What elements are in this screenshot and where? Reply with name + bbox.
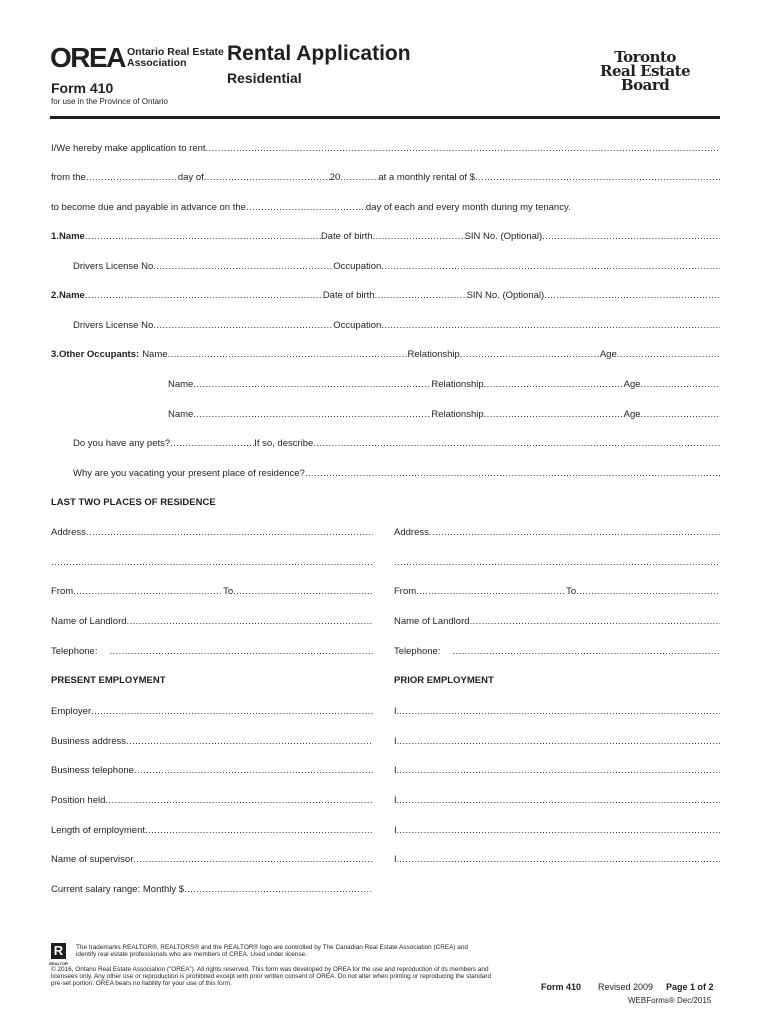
vacating-question: Why are you vacating your present place of residence?	[73, 468, 305, 479]
residence-2-from-label: From	[394, 586, 417, 597]
applicant-1-row	[51, 231, 720, 245]
to-become-label: to become due and payable in advance on the	[51, 202, 246, 213]
applicant-1-occupation-field[interactable]	[381, 261, 720, 272]
occupant-3-age-label: Age	[623, 409, 641, 420]
present-employment-heading: PRESENT EMPLOYMENT	[51, 675, 166, 686]
residence-1-telephone-field[interactable]	[109, 646, 373, 657]
supervisor-field[interactable]	[133, 854, 373, 865]
applicant-1-dob-field[interactable]	[373, 231, 465, 242]
applicant-1-license-row	[73, 261, 720, 275]
residence-2-landlord-row	[394, 616, 720, 630]
prior-supervisor-marker: I.	[394, 854, 400, 865]
length-label: Length of employment	[51, 825, 146, 836]
start-month-field[interactable]	[204, 172, 330, 183]
residence-2-telephone-label: Telephone:	[394, 646, 441, 657]
supervisor-label: Name of supervisor	[51, 854, 134, 865]
pets-answer-field[interactable]	[170, 438, 254, 449]
intro-payment-line	[51, 202, 720, 216]
footer-page-number: Page 1 of 2	[666, 982, 714, 992]
occupant-1-name-label: Name	[142, 349, 168, 360]
orea-logo-line1: Ontario Real Estate	[127, 46, 224, 58]
business-telephone-field[interactable]	[134, 765, 373, 776]
position-label: Position held	[51, 795, 106, 806]
length-field[interactable]	[145, 825, 373, 836]
prior-supervisor-row	[394, 854, 720, 868]
residence-2-address-field-2[interactable]	[394, 557, 720, 568]
position-row	[51, 795, 373, 809]
applicant-1-sin-field[interactable]	[542, 231, 720, 242]
residence-1-from-label: From	[51, 586, 74, 597]
applicant-1-sin-label: SIN No. (Optional)	[464, 231, 543, 242]
applicant-1-dob-label: Date of birth	[320, 231, 373, 242]
business-address-row	[51, 736, 373, 750]
monthly-rental-label: at a monthly rental of $	[378, 172, 475, 183]
occupants-number: 3.	[51, 349, 59, 360]
pets-describe-label: If so, describe	[254, 438, 314, 449]
vacating-reason-field[interactable]	[305, 468, 720, 479]
prior-position-field[interactable]	[399, 795, 720, 806]
salary-field[interactable]	[184, 884, 373, 895]
monthly-rental-field[interactable]	[475, 172, 720, 183]
residence-2-telephone-field[interactable]	[452, 646, 720, 657]
occupant-1-relationship-label: Relationship	[407, 349, 460, 360]
realtor-logo: R	[51, 943, 66, 959]
residence-1-landlord-row	[51, 616, 373, 630]
residence-1-address-row	[51, 527, 373, 541]
prior-business-telephone-row	[394, 765, 720, 779]
applicant-2-dob-label: Date of birth	[322, 290, 375, 301]
applicant-1-name-field[interactable]	[85, 231, 321, 242]
intro-rent-line	[51, 143, 720, 157]
vacating-row	[73, 468, 720, 482]
residence-1-address-label: Address	[51, 527, 86, 538]
employer-row	[51, 706, 373, 720]
start-day-field[interactable]	[86, 172, 178, 183]
form-number: Form 410	[51, 80, 114, 96]
treb-logo	[600, 50, 690, 92]
prior-business-address-field[interactable]	[399, 736, 720, 747]
residence-2-from-field[interactable]	[416, 586, 566, 597]
applicant-2-occupation-field[interactable]	[381, 320, 720, 331]
prior-business-address-marker: I.	[394, 736, 400, 747]
residence-2-dates-row	[394, 586, 720, 600]
supervisor-row	[51, 854, 373, 868]
treb-logo-line1: Toronto	[614, 48, 676, 66]
applicant-2-license-row	[73, 320, 720, 334]
residence-2-landlord-field[interactable]	[470, 616, 720, 627]
realtor-logo-text: REALTOR	[49, 961, 68, 966]
occupant-2-age-field[interactable]	[641, 379, 720, 390]
business-address-label: Business address	[51, 736, 126, 747]
residence-1-address-field-2[interactable]	[51, 557, 373, 568]
occupant-1-relationship-field[interactable]	[460, 349, 600, 360]
prior-employment-heading: PRIOR EMPLOYMENT	[394, 675, 494, 686]
length-row	[51, 825, 373, 839]
applicant-1-occupation-label: Occupation	[333, 261, 382, 272]
applicant-2-name-label: Name	[58, 290, 85, 301]
treb-logo-line3: Board	[620, 76, 670, 94]
applicant-2-row	[51, 290, 720, 304]
occupant-2-relationship-label: Relationship	[431, 379, 484, 390]
rent-premises-field[interactable]	[206, 143, 720, 154]
residence-2-to-field[interactable]	[576, 586, 720, 597]
footer-revised: Revised 2009	[598, 982, 654, 992]
prior-length-field[interactable]	[399, 825, 720, 836]
prior-position-marker: I.	[394, 795, 400, 806]
residence-1-to-field[interactable]	[233, 586, 373, 597]
applicant-2-number: 2.	[51, 290, 59, 301]
occupant-2-relationship-field[interactable]	[484, 379, 624, 390]
residence-2-address-row	[394, 527, 720, 541]
residence-heading: LAST TWO PLACES OF RESIDENCE	[51, 497, 216, 508]
treb-logo-line2: Real Estate	[600, 62, 691, 80]
occupant-2-name-field[interactable]	[193, 379, 431, 390]
residence-1-telephone-label: Telephone:	[51, 646, 98, 657]
prior-supervisor-field[interactable]	[399, 854, 720, 865]
day-of-label: day of	[177, 172, 204, 183]
prior-employer-field[interactable]	[399, 706, 720, 717]
applicant-1-license-field[interactable]	[153, 261, 333, 272]
start-year-field[interactable]	[340, 172, 378, 183]
occupants-label: Other Occupants:	[58, 349, 140, 360]
prior-business-telephone-field[interactable]	[399, 765, 720, 776]
each-month-label: day of each and every month during my tenancy.	[365, 202, 571, 213]
prior-business-address-row	[394, 736, 720, 750]
residence-2-address-label: Address	[394, 527, 429, 538]
prior-length-marker: I.	[394, 825, 400, 836]
residence-2-landlord-label: Name of Landlord	[394, 616, 470, 627]
occupant-2-row	[168, 379, 720, 393]
intro-term-line	[51, 172, 720, 186]
occupant-3-relationship-field[interactable]	[484, 409, 624, 420]
prior-business-telephone-marker: I.	[394, 765, 400, 776]
intro-rent-label: I/We hereby make application to rent	[51, 143, 206, 154]
applicant-2-sin-field[interactable]	[544, 290, 720, 301]
applicant-2-sin-label: SIN No. (Optional)	[466, 290, 545, 301]
prior-employer-row	[394, 706, 720, 720]
residence-2-address-line2	[394, 557, 720, 571]
residence-1-landlord-field[interactable]	[127, 616, 373, 627]
footer-webforms: WEBForms® Dec/2015	[628, 996, 712, 1005]
trademark-notice: The trademarks REALTOR®, REALTORS® and the REALTOR® logo are controlled by The Canadian Real Estate Association (CREA) and identify real estate professionals who are members of CREA. Used under license.	[76, 944, 468, 959]
residence-1-address-line2	[51, 557, 373, 571]
page-subtitle: Residential	[227, 70, 302, 86]
applicant-2-dob-field[interactable]	[375, 290, 467, 301]
occupant-3-relationship-label: Relationship	[431, 409, 484, 420]
salary-label: Current salary range: Monthly $	[51, 884, 185, 895]
residence-1-landlord-label: Name of Landlord	[51, 616, 127, 627]
salary-row	[51, 884, 373, 898]
business-address-field[interactable]	[126, 736, 373, 747]
prior-length-row	[394, 825, 720, 839]
residence-1-address-field[interactable]	[86, 527, 373, 538]
occupant-1-age-label: Age	[599, 349, 617, 360]
occupant-2-name-label: Name	[168, 379, 194, 390]
occupant-1-row	[51, 349, 720, 363]
pets-describe-field[interactable]	[313, 438, 720, 449]
payment-day-field[interactable]	[246, 202, 366, 213]
orea-logo-text	[127, 47, 224, 69]
residence-2-telephone-row	[394, 646, 720, 660]
from-the-label: from the	[51, 172, 86, 183]
copyright-notice: © 2016, Ontario Real Estate Association ("OREA"). All rights reserved. This form was developed by OREA for the use and reproduction of its members and licensees only. Any other use or reproduction is prohibited except with prior written consent of OREA. Do not alter when printing or reproducing the standard pre-set portion. OREA bears no liability for your use of this form.	[51, 966, 492, 988]
applicant-1-name-label: Name	[58, 231, 85, 242]
employer-field[interactable]	[91, 706, 373, 717]
prior-employer-marker: I.	[394, 706, 400, 717]
occupant-3-name-label: Name	[168, 409, 194, 420]
pets-row	[73, 438, 720, 452]
applicant-2-license-label: Drivers License No	[73, 320, 154, 331]
residence-2-to-label: To	[566, 586, 577, 597]
occupant-1-age-field[interactable]	[617, 349, 720, 360]
province-note: for use in the Province of Ontario	[51, 97, 168, 106]
residence-1-to-label: To	[223, 586, 234, 597]
business-telephone-label: Business telephone	[51, 765, 134, 776]
business-telephone-row	[51, 765, 373, 779]
occupant-1-name-field[interactable]	[168, 349, 408, 360]
page-title: Rental Application	[227, 42, 411, 65]
applicant-1-number: 1.	[51, 231, 59, 242]
residence-1-dates-row	[51, 586, 373, 600]
residence-2-address-field[interactable]	[429, 527, 720, 538]
occupant-3-name-field[interactable]	[193, 409, 431, 420]
prior-position-row	[394, 795, 720, 809]
employer-label: Employer	[51, 706, 92, 717]
applicant-2-license-field[interactable]	[153, 320, 333, 331]
occupant-3-row	[168, 409, 720, 423]
position-field[interactable]	[105, 795, 373, 806]
residence-1-from-field[interactable]	[73, 586, 223, 597]
applicant-2-occupation-label: Occupation	[333, 320, 382, 331]
year-prefix-label: 20	[329, 172, 341, 183]
orea-logo-line2: Association	[127, 57, 187, 69]
residence-1-telephone-row	[51, 646, 373, 660]
applicant-2-name-field[interactable]	[85, 290, 323, 301]
header-divider	[50, 116, 720, 119]
applicant-1-license-label: Drivers License No	[73, 261, 154, 272]
footer-form-number: Form 410	[541, 982, 582, 992]
occupant-3-age-field[interactable]	[641, 409, 720, 420]
orea-logo: OREA	[50, 42, 125, 73]
pets-question: Do you have any pets?	[73, 438, 171, 449]
occupant-2-age-label: Age	[623, 379, 641, 390]
